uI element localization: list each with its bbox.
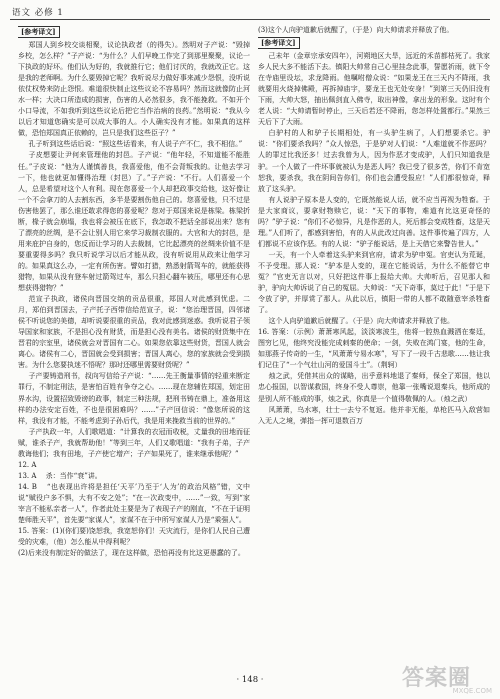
running-header: 语文 必修 1 [12,8,64,18]
header-rule [10,19,490,20]
section-tag-row [18,25,250,40]
paragraph: 孔子听到这些话后说：“照这些话看来，有人说子产不仁，我不相信。” [28,140,243,149]
answer-item: 14. B “也表现出许将是担任‘天平’乃至于‘人为’的政治风格”错，文中说“赋役户多不惧，大有不安之处”；“在一次政变中，……”一致，写到“家宰言不能私亲者一人”，作者此处主要是为了表现子产的刚直，“不在于证明楚师胜天平”，首先要“家谋人”，家谋不在于中所写家谋人乃是“乘强人”。 [18,482,250,525]
answer-item: (2)后来没有制定好的做法了，现在这样做，恐怕再没有比这更愚蠢的了。 [18,549,245,558]
page-number: · 148 · [236,675,264,685]
paragraph: 有人说驴子原本是人变的，它既然能说人话，就不应当再视为牲畜。于是大家商议，要拿财物赎它，说：“天下的事物，难道有比这更奇怪的吗？”驴子说：“你们不必惊异，凡是作恶的人，死后都会变成牲畜，这是天理。”人们听了，都感到害怕，有的人从此改过向善。这件事传遍了四方，人们都说不应该作恶。有的人说：“驴子能说话，是上天借它来警告世人。” [258,195,490,248]
left-column [18,25,250,663]
paragraph: 子产执政一年，人们歌唱道：“计算我的衣冠而收税，丈量我的田地而征赋，谁杀子产，我就帮助他！”等到三年，人们又歌唱道：“我有子弟，子产教诲他们；我有田地，子产使它增产；子产如果死了，谁来继承他呢？” [18,427,250,458]
section-tag: [参考译文] [258,37,300,49]
section-tag-row [258,36,490,51]
paragraph: 这个人向驴道歉后就醒了。（于是）向大帅请求并释放了他。 [268,317,454,326]
watermark-url: MXQE.COM [452,687,492,695]
answer-item: 16. 答案：（示例）萧萧寒风起，淡淡寒波生，他将一腔热血溅洒在秦廷，图穷匕见，他终究没能完成刺秦的使命；一剑，失败在鸿门宴，他的生命，如那燕子传奇的一生，“风萧萧兮易水寒”，写下了一段千古悲歌……他让我们记住了“一个气壮山河的爱国斗士”。（荆轲） [258,328,490,370]
right-column [258,25,490,663]
paragraph: 烛之武，凭借其出众的谋略，出乎意料地退了秦师，保全了郑国，他以忠心报国，以智谋救国，终身不受人尊崇，他靠一张嘴说退秦兵，他所成的是别人所不能成的事，烛之武，你真是一个值得敬佩的人。（烛之武） [258,372,490,403]
answer-item: 13. A 杀：当作“衰”讲。 [18,471,102,480]
watermark-logo [402,661,494,695]
paragraph: 白驴村的人和驴子长期相处，有一头驴生病了，人们想要杀它。驴说：“你们要杀我吗？”众人惊恐，于是驴对人们说：“人难道就不作恶吗？人的罪过比我还多！过去我曾为人，因为作恶才变成驴，人们只知道我是驴。一个人做了一件坏事就被认为是恶人吗？我已受了很多苦，你们不肯宽恕我，要杀我，我在阴间告你们，你们也会遭受报应！”人们都很惊奇，释放了这头驴。 [258,129,490,193]
paragraph: 郑国人到乡校交谈相聚，议论执政者（的得失）。然明对子产说：“毁掉乡校，怎么样？”子产说：“为什么？人们早晚工作完了到那里聚聚，议论一下执政的好坏。他们认为好的，我就推行它；他们讨厌的，我就改正它。这是我的老师啊。为什么要毁掉它呢？我听说尽力做好事来减少怨恨，没听说依仗权势来防止怨恨。难道很快制止这些议论不容易吗？然而这就像防止河水一样；大决口所造成的损害，伤害的人必然很多，我不能挽救。不如开个小口导流，不如我听到这些议论后把它当作治病的良药。”然明说：“我从今以后才知道您确实是可以成大事的人。小人确实没有才能。如果真的这样做，恐怕郑国真正依赖的，岂只是我们这些臣子？” [18,41,250,138]
paragraph: 己未年（金章宗承安四年），河朔地区大旱，远近的禾苗都枯死了。我家乡人民大多不能活下去。镇阳大帅常自己心里挂念此事，誓愿祈雨，就下令在寺庙里设坛，求龙降雨。他嘱咐僧众说：“如果龙王在三天内不降雨，我就要用火烧掉佛殿，再拆掉庙宇，要龙王也无处安身！”到第三天仍旧没有下雨，大帅大怒，抽出佩剑直入佛寺，取出神像，拿出龙的形象。这时有个老人说：“大帅请暂时停止，三天后若还不降雨，您怎样处置都行。”果然三天后下了大雨。 [258,52,490,127]
paragraph: 风萧萧，乌水寒，壮士一去兮不复返。他并非无能，单枪匹马入敌营如入无人之境，弹指一挥可退数百万 [258,405,490,425]
paragraph: 子产要铸造刑书，叔向写信给子产说：“……先王衡量事情的轻重来断定罪行，不制定刑法，是害怕百姓有争夺之心。……现在您辅佐郑国，划定田界水沟，设置招致毁谤的政事，制定三种法规，把刑书铸在鼎上，准备用这样的办法安定百姓，不也是很困难吗？……”子产回信说：“像您所说的这样，我没有才能，不能考虑到子孙后代，我是用来挽救当前的世界的。” [18,372,250,425]
paragraph: 子皮想要让尹何来管理他的封邑。子产说：“他年轻，不知道能不能胜任。”子皮说：“他为人谨慎善良，我喜爱他，他不会背叛我的。让他去学习一下，他也就更加懂得治理（封邑）了。”子产说：“不行。人们喜爱一个人，总是希望对这个人有利。现在您喜爱一个人却把政事交给他，这好像让一个不会拿刀的人去割东西，多半是要割伤他自己的。您喜爱他，只不过是伤害他罢了，那么谁还敢求得您的喜爱呢？您对于郑国来说是栋梁。栋梁折断，椽子就会崩塌，我也将会被压在底下，我怎敢不把话全部说出来？您有了漂亮的丝绸，是不会让别人用它来学习裁制衣服的。大官和大的封邑，是用来庇护自身的，您反而让学习的人去裁制，它比起漂亮的丝绸来价值不是要重要得多吗？我只听说学习以后才能从政，没有听说用从政来让他学习的。如果真这么办，一定有所伤害。譬如打猎，熟悉射箭驾车的，就能获得猎物，如果从没有登车射过箭驾过车，那么只担心翻车被压，哪里还有心思想获得猎物？” [18,151,250,293]
watermark-text: 答案圈 [402,666,472,691]
section-tag: [参考译文] [18,26,60,38]
answer-item: 15. 答案：(1)(你们要)饶恕我，我宽恕你们！天灾流行，是你们人民自己遭受的灾难，（他）怎么能从中得利呢？ [18,527,250,547]
answer-item: 12. A [18,460,37,469]
paragraph: 一天，有一个人牵着这头驴来到官府，请求为驴申冤。官吏认为荒诞，不予受理。那人说：“驴本是人变的，现在它能说话，为什么不能替它申冤？”官吏无言以对，只好把这件事上报给大帅。大帅听后，召见那人和驴，驴向大帅诉说了自己的冤屈。大帅说：“天下奇事，莫过于此！”于是下令放了驴，并厚赏了那人。从此以后，镇阳一带的人都不敢随意宰杀牲畜了。 [258,250,490,315]
answer-item: (3)这个人向驴道歉后就醒了，（于是）向大帅请求并释放了他。 [258,26,454,34]
paragraph: 范宣子执政，诸侯向晋国交纳的贡品很重，郑国人对此感到忧虑。二月，郑伯到晋国去，子产托子西带信给范宣子，说：“您治理晋国，四邻诸侯不听说您的美德，却听说要很重的贡品，我对此感到迷惑。我听说君子领导国家和家族，不是担心没有财货，而是担心没有美名。诸侯的财货集中在晋君的宗室里，诸侯就会对晋国有二心。如果您依靠这些财货，晋国人就会离心。诸侯有二心，晋国就会受到损害；晋国人离心，您的家族就会受到损害。为什么您要执迷不悟呢？那时还哪里需要财货呢？” [18,295,250,370]
